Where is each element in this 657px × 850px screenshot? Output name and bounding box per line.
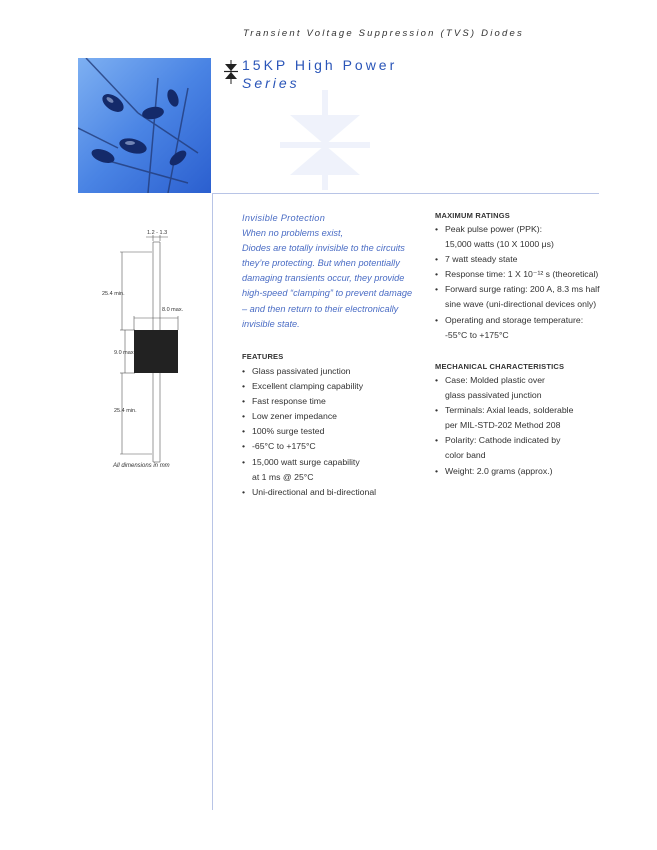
body-diameter-label: 8.0 max.	[162, 307, 184, 313]
max-ratings-list	[435, 222, 605, 343]
list-item-continuation: color band	[445, 450, 486, 461]
list-item: • -65°C to +175°C	[242, 439, 412, 454]
list-item: • Response time: 1 X 10⁻¹² s (theoretical)	[435, 267, 605, 282]
intro-line: high-speed “clamping” to prevent damage	[242, 288, 413, 299]
list-item: • 7 watt steady state	[435, 252, 605, 267]
intro-heading: Invisible Protection	[242, 213, 326, 223]
top-lead-length-label: 25.4 min.	[102, 291, 125, 297]
diode-symbol-icon	[222, 60, 240, 84]
list-item: • Fast response time	[242, 394, 412, 409]
list-item: • Peak pulse power (PPK):	[435, 222, 605, 237]
package-dimension-diagram	[100, 225, 210, 475]
product-photo	[78, 58, 211, 193]
list-item-continuation: per MIL-STD-202 Method 208	[445, 420, 561, 431]
list-item-continuation: glass passivated junction	[445, 390, 542, 401]
intro-line: damaging transients occur, they provide	[242, 273, 405, 284]
mechanical-heading: MECHANICAL CHARACTERISTICS	[435, 362, 565, 371]
bottom-lead-length-label: 25.4 min.	[114, 408, 137, 414]
mechanical-list	[435, 373, 605, 479]
list-item-continuation: at 1 ms @ 25°C	[252, 471, 314, 482]
intro-line: When no problems exist,	[242, 228, 344, 239]
list-item-continuation: 15,000 watts (10 X 1000 μs)	[445, 239, 554, 250]
lead-diameter-label: 1.2 - 1.3	[147, 230, 168, 236]
list-item: • Terminals: Axial leads, solderable	[435, 403, 605, 418]
list-item: • Excellent clamping capability	[242, 379, 412, 394]
list-item: • Low zener impedance	[242, 409, 412, 424]
intro-line: – and then return to their electronically	[242, 303, 399, 314]
intro-line: invisible state.	[242, 318, 300, 329]
max-ratings-heading: MAXIMUM RATINGS	[435, 211, 510, 220]
product-title-line1: 15KP High Power	[242, 57, 398, 73]
horizontal-divider	[212, 193, 599, 194]
product-title	[242, 56, 397, 92]
body-length-label: 9.0 max.	[114, 350, 136, 356]
list-item: • Case: Molded plastic over	[435, 373, 605, 388]
vertical-divider	[212, 193, 213, 810]
product-title-line2: Series	[242, 75, 300, 91]
diagram-caption: All dimensions in mm	[113, 463, 170, 469]
list-item-continuation: sine wave (uni-directional devices only)	[445, 299, 597, 310]
list-item: • Operating and storage temperature:	[435, 313, 605, 328]
list-item: • Polarity: Cathode indicated by	[435, 433, 605, 448]
intro-block	[242, 211, 417, 332]
tvs-watermark-icon	[280, 90, 370, 190]
list-item: • 100% surge tested	[242, 424, 412, 439]
list-item: • 15,000 watt surge capability	[242, 455, 412, 470]
intro-line: Diodes are totally invisible to the circuits	[242, 243, 405, 254]
list-item-continuation: -55°C to +175°C	[445, 329, 509, 340]
list-item: • Forward surge rating: 200 A, 8.3 ms half	[435, 282, 605, 297]
intro-line: they’re protecting. But when potentially	[242, 258, 400, 269]
list-item: • Weight: 2.0 grams (approx.)	[435, 464, 605, 479]
list-item: • Glass passivated junction	[242, 364, 412, 379]
list-item: • Uni-directional and bi-directional	[242, 485, 412, 500]
features-list	[242, 364, 412, 500]
features-heading: FEATURES	[242, 352, 284, 361]
series-title: Transient Voltage Suppression (TVS) Diodes	[243, 28, 524, 39]
